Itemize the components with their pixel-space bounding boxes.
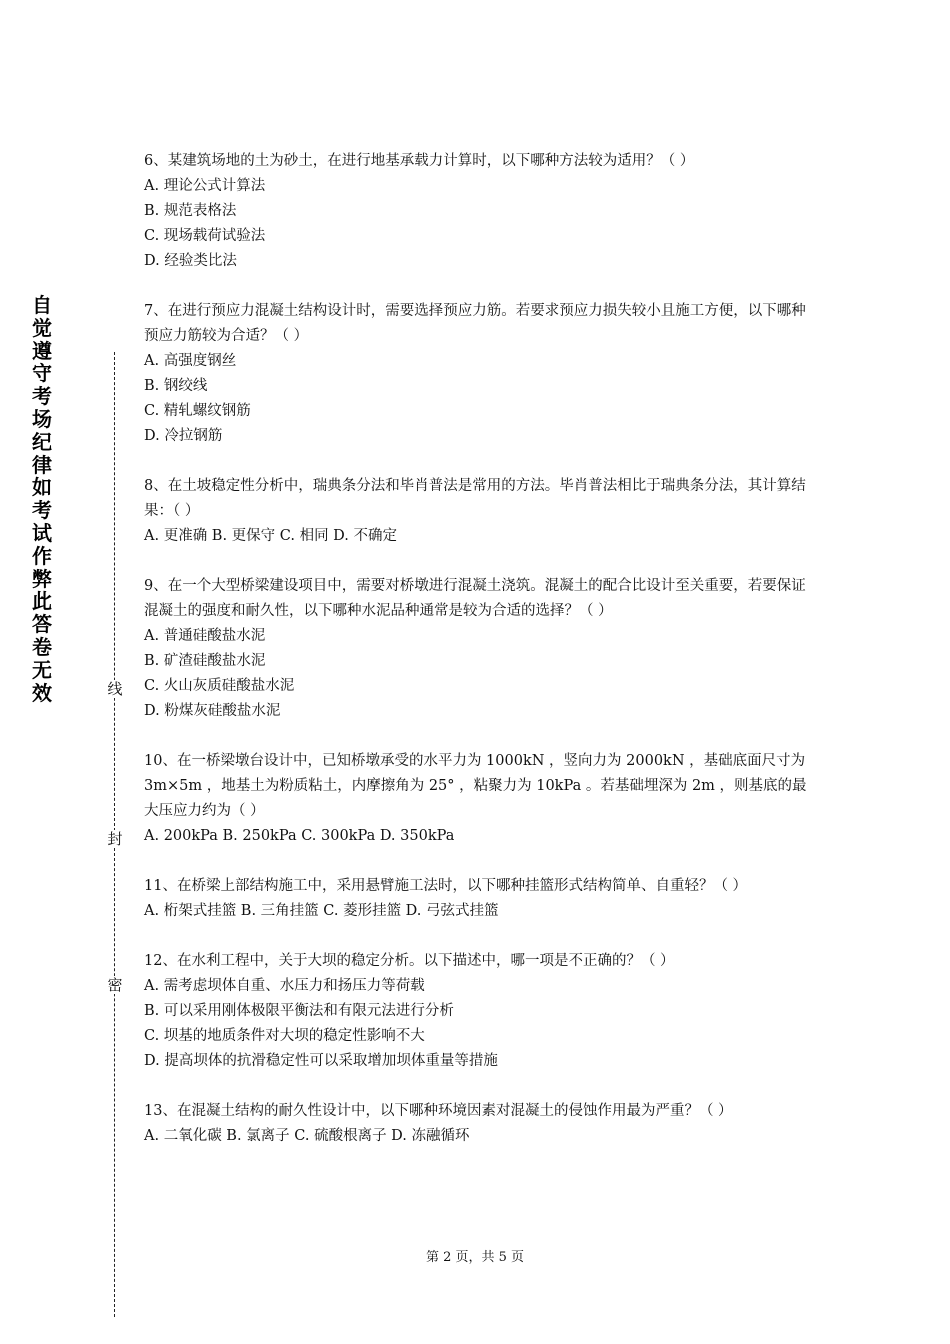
question-stem: 13、在混凝土结构的耐久性设计中，以下哪种环境因素对混凝土的侵蚀作用最为严重？（ ） [144,1103,733,1119]
question-8 [144,474,816,549]
question-stem: 7、在进行预应力混凝土结构设计时，需要选择预应力筋。若要求预应力损失较小且施工方便，以下哪种预应力筋较为合适？（ ） [144,303,806,344]
notice-char: 觉 [32,315,52,340]
option-d: D. 经验类比法 [144,253,237,269]
notice-char: 纪 [32,429,52,454]
question-12 [144,949,816,1074]
option-a: A. 高强度钢丝 [144,353,237,369]
option-d: D. 粉煤灰硅酸盐水泥 [144,703,281,719]
question-9 [144,574,816,724]
notice-char: 作 [32,543,52,568]
question-stem: 11、在桥梁上部结构施工中，采用悬臂施工法时，以下哪种挂篮形式结构简单、自重轻？（ ） [144,878,748,894]
options-inline: A. 200kPa B. 250kPa C. 300kPa D. 350kPa [144,828,455,844]
option-a: A. 普通硅酸盐水泥 [144,628,266,644]
option-c: C. 火山灰质硅酸盐水泥 [144,678,295,694]
binding-mark-secret: 密 [107,976,123,994]
notice-char: 遵 [32,338,52,363]
option-c: C. 现场载荷试验法 [144,228,266,244]
page-number-footer: 第 2 页，共 5 页 [425,1250,525,1265]
question-stem: 12、在水利工程中，关于大坝的稳定分析。以下描述中，哪一项是不正确的？（ ） [144,953,675,969]
question-list [144,149,816,1174]
notice-char: 效 [32,680,52,705]
notice-char: 场 [32,406,52,431]
notice-char: 答 [32,612,52,637]
notice-char: 律 [32,452,52,477]
binding-mark-seal: 封 [107,830,123,848]
notice-char: 考 [32,498,52,523]
notice-char: 试 [32,520,52,545]
option-d: D. 冷拉钢筋 [144,428,223,444]
notice-char: 考 [32,384,52,409]
notice-char: 卷 [32,634,52,659]
option-c: C. 坝基的地质条件对大坝的稳定性影响不大 [144,1028,425,1044]
exam-discipline-notice [30,294,54,704]
binding-mark-line: 线 [107,680,123,698]
option-a: A. 需考虑坝体自重、水压力和扬压力等荷载 [144,978,425,994]
option-c: C. 精轧螺纹钢筋 [144,403,251,419]
option-b: B. 规范表格法 [144,203,237,219]
options-inline: A. 二氧化碳 B. 氯离子 C. 硫酸根离子 D. 冻融循环 [144,1128,470,1144]
question-13 [144,1099,816,1149]
option-d: D. 提高坝体的抗滑稳定性可以采取增加坝体重量等措施 [144,1053,498,1069]
question-stem: 9、在一个大型桥梁建设项目中，需要对桥墩进行混凝土浇筑。混凝土的配合比设计至关重要，若要保证混凝土的强度和耐久性，以下哪种水泥品种通常是较为合适的选择？（ ） [144,578,806,619]
notice-char: 守 [32,361,52,386]
question-stem: 8、在土坡稳定性分析中，瑞典条分法和毕肖普法是常用的方法。毕肖普法相比于瑞典条分法，其计算结果：（ ） [144,478,806,519]
question-stem: 10、在一桥梁墩台设计中，已知桥墩承受的水平力为 1000kN ，竖向力为 2000kN ，基础底面尺寸为 3m×5m ，地基土为粉质粘土，内摩擦角为 25° ，粘聚力为 10kPa 。若基础埋深为 2m ，则基底的最大压应力约为（ ） [144,753,807,819]
question-6 [144,149,816,274]
notice-char: 自 [32,293,52,317]
question-11 [144,874,816,924]
options-inline: A. 更准确 B. 更保守 C. 相同 D. 不确定 [144,528,398,544]
notice-char: 此 [32,589,52,614]
options-inline: A. 桁架式挂篮 B. 三角挂篮 C. 菱形挂篮 D. 弓弦式挂篮 [144,903,499,919]
option-b: B. 可以采用刚体极限平衡法和有限元法进行分析 [144,1003,454,1019]
question-stem: 6、某建筑场地的土为砂土，在进行地基承载力计算时，以下哪种方法较为适用？（ ） [144,153,695,169]
option-b: B. 矿渣硅酸盐水泥 [144,653,266,669]
option-b: B. 钢绞线 [144,378,208,394]
notice-char: 如 [32,475,52,500]
notice-char: 无 [32,657,52,682]
notice-char: 弊 [32,566,52,591]
question-10 [144,749,816,849]
question-7 [144,299,816,449]
option-a: A. 理论公式计算法 [144,178,266,194]
